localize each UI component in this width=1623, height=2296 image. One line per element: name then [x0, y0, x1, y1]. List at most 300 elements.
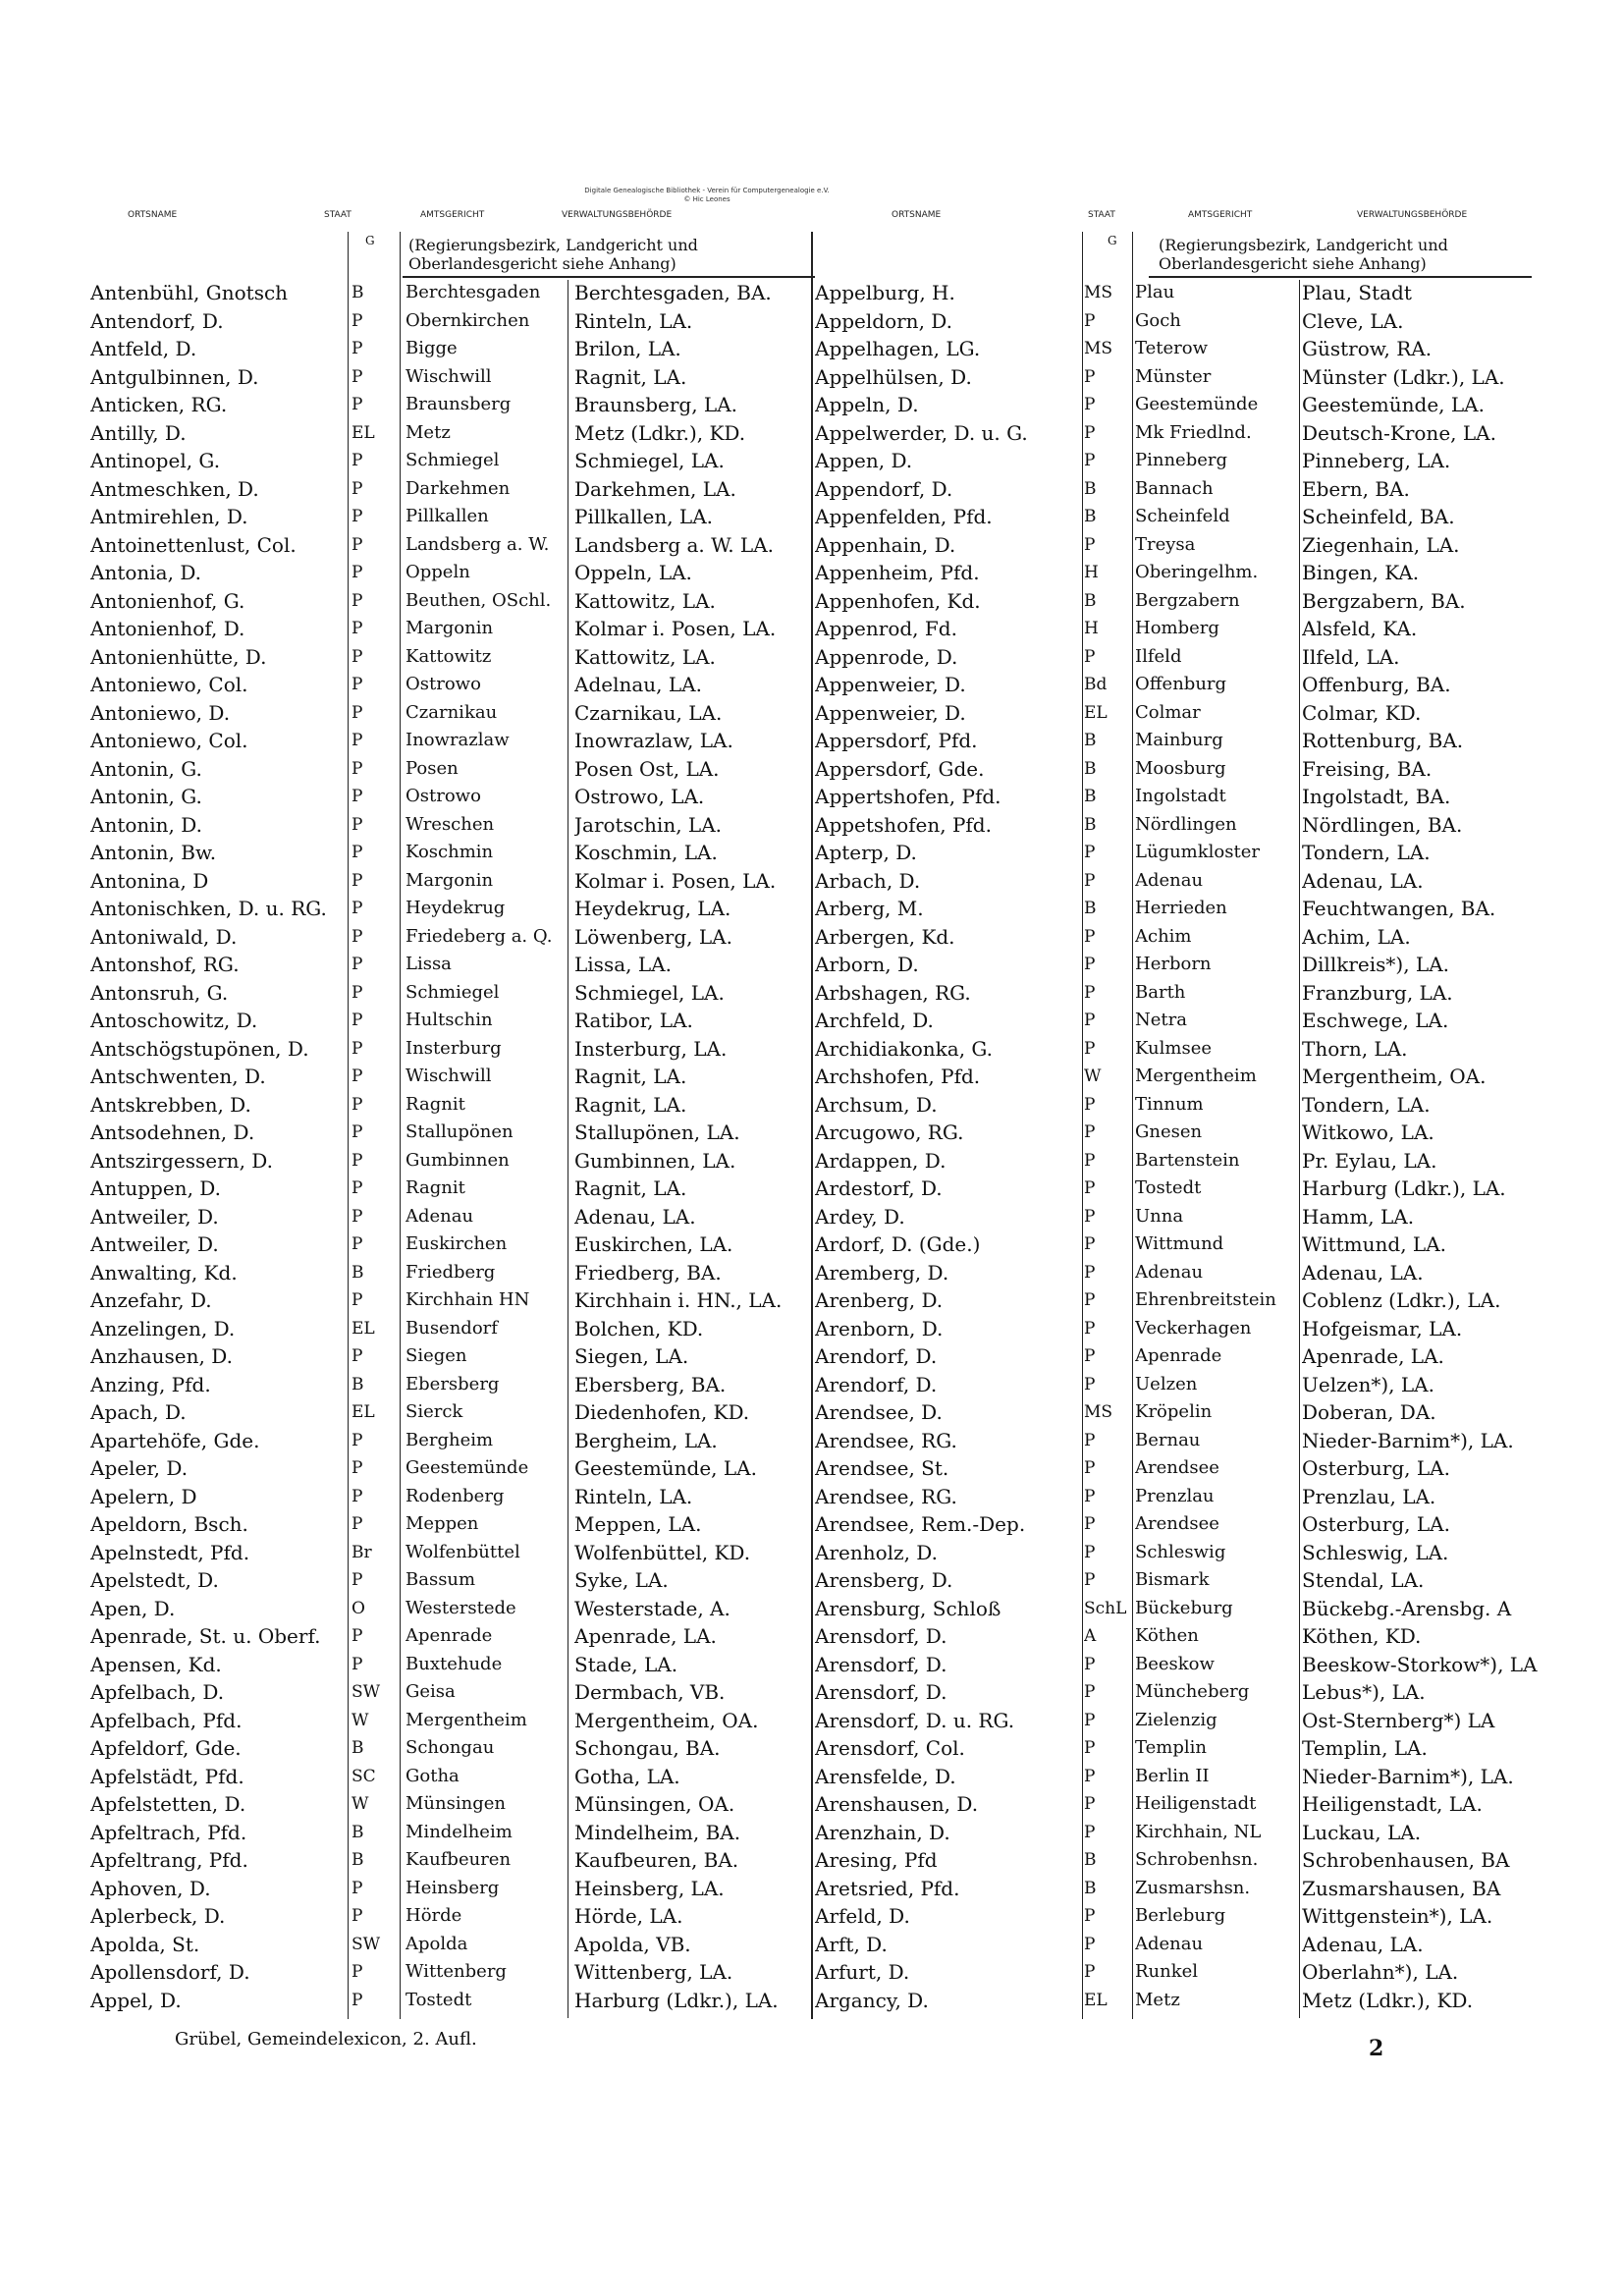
- table-row: [815, 1679, 1561, 1705]
- amtsgericht-cell: Veckerhagen: [1135, 1317, 1252, 1339]
- ortsname-cell: Antonia, D.: [90, 561, 201, 584]
- amtsgericht-cell: Herrieden: [1135, 898, 1227, 918]
- amtsgericht-cell: Plau: [1135, 282, 1175, 302]
- ortsname-cell: Arenzhain, D.: [815, 1820, 950, 1844]
- verwaltung-cell: Mergentheim, OA.: [1302, 1065, 1487, 1088]
- table-row: [815, 336, 1561, 361]
- ortsname-cell: Arfeld, D.: [815, 1904, 910, 1928]
- credit-line-1: Digitale Genealogische Bibliothek - Verein für Computergenealogie e.V.: [584, 187, 830, 194]
- staat-cell: P: [1084, 646, 1096, 667]
- table-row: [90, 1316, 811, 1341]
- ortsname-cell: Appelhülsen, D.: [815, 364, 972, 389]
- table-row: [815, 1735, 1561, 1761]
- ortsname-cell: Aplerbeck, D.: [90, 1904, 226, 1928]
- amtsgericht-cell: Apenrade: [1135, 1345, 1222, 1366]
- verwaltung-cell: Insterburg, LA.: [574, 1036, 728, 1061]
- table-row: [90, 644, 811, 670]
- staat-cell: P: [1084, 1178, 1096, 1198]
- amtsgericht-cell: Mergentheim: [406, 1709, 527, 1730]
- amtsgericht-cell: Treysa: [1135, 533, 1196, 555]
- ortsname-cell: Appeldorn, D.: [815, 308, 952, 333]
- ortsname-cell: Arensdorf, D.: [815, 1624, 947, 1648]
- ortsname-cell: Arendorf, D.: [815, 1372, 938, 1396]
- ortsname-cell: Arendsee, St.: [815, 1456, 949, 1480]
- amtsgericht-cell: Herborn: [1135, 954, 1212, 974]
- subnote-left-line2: Oberlandesgericht siehe Anhang): [408, 254, 676, 273]
- verwaltung-cell: Colmar, KD.: [1302, 700, 1422, 725]
- staat-cell: P: [1084, 1346, 1096, 1366]
- verwaltung-cell: Tondern, LA.: [1302, 841, 1431, 864]
- amtsgericht-cell: Metz: [1135, 1989, 1180, 2010]
- table-row: [90, 1399, 811, 1425]
- amtsgericht-cell: Obernkirchen: [406, 309, 530, 331]
- ortsname-cell: Arensburg, Schloß: [815, 1596, 1001, 1620]
- amtsgericht-cell: Müncheberg: [1135, 1681, 1250, 1702]
- staat-cell: P: [352, 1626, 363, 1646]
- staat-cell: P: [352, 590, 363, 611]
- ortsname-cell: Appelhagen, LG.: [815, 337, 981, 360]
- table-row: [90, 868, 811, 894]
- table-row: [815, 1231, 1561, 1257]
- verwaltung-cell: Mindelheim, BA.: [574, 1820, 741, 1844]
- amtsgericht-cell: Tinnum: [1135, 1093, 1204, 1115]
- verwaltung-cell: Posen Ost, LA.: [574, 756, 720, 781]
- verwaltung-cell: Adenau, LA.: [1302, 868, 1424, 893]
- table-row: [815, 1260, 1561, 1285]
- ortsname-cell: Arendsee, RG.: [815, 1484, 957, 1508]
- staat-cell: P: [1084, 1738, 1096, 1758]
- staat-cell: W: [1084, 1066, 1102, 1086]
- table-row: [90, 1679, 811, 1705]
- amtsgericht-cell: Adenau: [1135, 1933, 1204, 1954]
- amtsgericht-cell: Bismark: [1135, 1569, 1210, 1590]
- ortsname-cell: Antoniewo, D.: [90, 700, 231, 725]
- amtsgericht-cell: Euskirchen: [406, 1233, 508, 1254]
- amtsgericht-cell: Ragnit: [406, 1177, 465, 1198]
- verwaltung-cell: Apenrade, LA.: [1302, 1344, 1444, 1368]
- amtsgericht-cell: Heydekrug: [406, 898, 506, 918]
- ortsname-cell: Antmeschken, D.: [90, 476, 259, 501]
- amtsgericht-cell: Colmar: [1135, 701, 1201, 723]
- table-row: [90, 952, 811, 977]
- table-row: [815, 1064, 1561, 1089]
- table-row: [815, 1120, 1561, 1145]
- table-row: [90, 1455, 811, 1481]
- ortsname-cell: Antonienhof, D.: [90, 617, 245, 640]
- amtsgericht-cell: Ehrenbreitstein: [1135, 1289, 1276, 1310]
- staat-cell: P: [352, 646, 363, 667]
- verwaltung-cell: Schmiegel, LA.: [574, 449, 725, 472]
- verwaltung-cell: Gumbinnen, LA.: [574, 1148, 736, 1173]
- verwaltung-cell: Ragnit, LA.: [574, 1065, 687, 1088]
- verwaltung-cell: Thorn, LA.: [1302, 1036, 1408, 1061]
- verwaltung-cell: Uelzen*), LA.: [1302, 1372, 1434, 1396]
- verwaltung-cell: Cleve, LA.: [1302, 308, 1404, 333]
- column-headers: [0, 210, 1623, 226]
- divider-center: [811, 232, 813, 2019]
- staat-cell: MS: [1084, 1402, 1113, 1422]
- staat-cell: P: [1084, 1682, 1096, 1702]
- table-row: [815, 364, 1561, 390]
- amtsgericht-cell: Metz: [406, 421, 451, 443]
- ortsname-cell: Arenberg, D.: [815, 1288, 944, 1312]
- table-row: [815, 532, 1561, 558]
- ortsname-cell: Apfeltrang, Pfd.: [90, 1848, 248, 1872]
- staat-cell: EL: [352, 422, 375, 443]
- staat-cell: P: [1084, 1290, 1096, 1310]
- subnote-left: [408, 236, 698, 273]
- staat-cell: P: [352, 758, 363, 779]
- verwaltung-cell: Münsingen, OA.: [574, 1792, 735, 1816]
- verwaltung-cell: Berchtesgaden, BA.: [574, 281, 772, 304]
- staat-cell: P: [352, 814, 363, 835]
- table-row: [90, 756, 811, 782]
- verwaltung-cell: Ilfeld, LA.: [1302, 644, 1400, 669]
- table-row: [90, 476, 811, 502]
- verwaltung-cell: Achim, LA.: [1302, 924, 1411, 949]
- staat-cell: P: [352, 507, 363, 526]
- staat-cell: P: [352, 982, 363, 1003]
- ortsname-cell: Apfeltrach, Pfd.: [90, 1820, 247, 1844]
- amtsgericht-cell: Heiligenstadt: [1135, 1793, 1257, 1814]
- verwaltung-cell: Rinteln, LA.: [574, 308, 693, 333]
- table-row: [90, 420, 811, 446]
- table-row: [815, 1008, 1561, 1033]
- staat-cell: P: [352, 1486, 363, 1506]
- amtsgericht-cell: Bernau: [1135, 1429, 1201, 1450]
- table-row: [815, 868, 1561, 894]
- amtsgericht-cell: Oppeln: [406, 562, 470, 582]
- staat-cell: P: [1084, 1430, 1096, 1450]
- footer-source: Grübel, Gemeindelexicon, 2. Aufl.: [175, 2029, 477, 2050]
- table-row: [90, 1652, 811, 1677]
- verwaltung-cell: Freising, BA.: [1302, 756, 1433, 781]
- amtsgericht-cell: Beeskow: [1135, 1653, 1215, 1674]
- amtsgericht-cell: Schrobenhsn.: [1135, 1849, 1259, 1870]
- staat-cell: P: [1084, 1122, 1096, 1142]
- amtsgericht-cell: Homberg: [1135, 618, 1219, 638]
- verwaltung-cell: Brilon, LA.: [574, 337, 681, 360]
- verwaltung-cell: Schleswig, LA.: [1302, 1540, 1449, 1564]
- staat-cell: EL: [352, 1402, 375, 1422]
- verwaltung-cell: Plau, Stadt: [1302, 281, 1412, 304]
- subnote-right: [1159, 236, 1448, 273]
- ortsname-cell: Apelern, D: [90, 1484, 197, 1508]
- table-row: [815, 756, 1561, 782]
- amtsgericht-cell: Hultschin: [406, 1010, 493, 1030]
- amtsgericht-cell: Beuthen, OSchl.: [406, 589, 552, 611]
- amtsgericht-cell: Goch: [1135, 309, 1181, 331]
- staat-cell: P: [352, 1962, 363, 1982]
- verwaltung-cell: Templin, LA.: [1302, 1736, 1428, 1760]
- ortsname-cell: Antonin, G.: [90, 756, 202, 781]
- ortsname-cell: Arensdorf, D.: [815, 1652, 947, 1676]
- amtsgericht-cell: Ebersberg: [406, 1373, 500, 1394]
- amtsgericht-cell: Berleburg: [1135, 1905, 1226, 1926]
- verwaltung-cell: Beeskow-Storkow*), LA: [1302, 1652, 1538, 1676]
- table-row: [815, 924, 1561, 950]
- table-row: [90, 728, 811, 753]
- table-row: [90, 1287, 811, 1313]
- staat-cell: P: [1084, 1906, 1096, 1926]
- ortsname-cell: Appen, D.: [815, 449, 913, 472]
- staat-cell: P: [352, 870, 363, 891]
- ortsname-cell: Ardey, D.: [815, 1204, 905, 1229]
- table-row: [815, 1567, 1561, 1593]
- staat-cell: P: [1084, 1318, 1096, 1339]
- staat-cell: P: [1084, 1654, 1096, 1674]
- staat-cell: B: [352, 1850, 364, 1870]
- table-row: [90, 1623, 811, 1649]
- table-row: [90, 1148, 811, 1174]
- ortsname-cell: Arensdorf, D.: [815, 1680, 947, 1704]
- verwaltung-cell: Ragnit, LA.: [574, 1092, 687, 1117]
- amtsgericht-cell: Kattowitz: [406, 645, 492, 667]
- ortsname-cell: Arfurt, D.: [815, 1960, 910, 1984]
- table-row: [90, 1260, 811, 1285]
- verwaltung-cell: Lissa, LA.: [574, 953, 672, 976]
- ortsname-cell: Arendsee, Rem.-Dep.: [815, 1512, 1026, 1536]
- ortsname-cell: Apfelbach, D.: [90, 1680, 225, 1704]
- ortsname-cell: Antoniewo, Col.: [90, 673, 248, 696]
- staat-cell: P: [352, 1570, 363, 1590]
- amtsgericht-cell: Ostrowo: [406, 786, 481, 806]
- ortsname-cell: Antweiler, D.: [90, 1232, 219, 1256]
- staat-cell: P: [352, 1011, 363, 1030]
- table-row: [90, 1764, 811, 1789]
- ortsname-cell: Apfelbach, Pfd.: [90, 1708, 243, 1732]
- ortsname-cell: Archsum, D.: [815, 1092, 938, 1117]
- amtsgericht-cell: Tostedt: [1135, 1177, 1202, 1198]
- staat-cell: H: [1084, 619, 1099, 638]
- ortsname-cell: Arft, D.: [815, 1932, 888, 1956]
- amtsgericht-cell: Kulmsee: [1135, 1037, 1213, 1059]
- ortsname-cell: Antonina, D: [90, 868, 209, 893]
- ortsname-cell: Antmirehlen, D.: [90, 505, 248, 528]
- staat-cell: MS: [1084, 283, 1113, 302]
- amtsgericht-cell: Köthen: [1135, 1625, 1199, 1646]
- ortsname-cell: Apfelstädt, Pfd.: [90, 1764, 244, 1788]
- verwaltung-cell: Wittgenstein*), LA.: [1302, 1904, 1493, 1928]
- ortsname-cell: Ardestorf, D.: [815, 1176, 943, 1200]
- verwaltung-cell: Nördlingen, BA.: [1302, 812, 1463, 837]
- table-row: [90, 1008, 811, 1033]
- staat-cell: P: [1084, 1710, 1096, 1730]
- ortsname-cell: Ardorf, D. (Gde.): [815, 1232, 981, 1256]
- ortsname-cell: Archidiakonka, G.: [815, 1036, 994, 1061]
- table-row: [90, 280, 811, 305]
- staat-cell: B: [1084, 478, 1097, 499]
- digitization-credit: [452, 187, 962, 204]
- ortsname-cell: Appendorf, D.: [815, 476, 953, 501]
- verwaltung-cell: Löwenberg, LA.: [574, 924, 732, 949]
- verwaltung-cell: Wolfenbüttel, KD.: [574, 1540, 751, 1564]
- ortsname-cell: Appeln, D.: [815, 393, 919, 416]
- verwaltung-cell: Eschwege, LA.: [1302, 1009, 1449, 1032]
- amtsgericht-cell: Adenau: [406, 1205, 474, 1227]
- staat-cell: P: [352, 451, 363, 470]
- staat-cell: W: [352, 1710, 369, 1730]
- table-row: [815, 1652, 1561, 1677]
- table-row: [90, 1820, 811, 1845]
- verwaltung-cell: Apenrade, LA.: [574, 1624, 717, 1648]
- verwaltung-cell: Bolchen, KD.: [574, 1316, 704, 1340]
- amtsgericht-cell: Ingolstadt: [1135, 786, 1226, 806]
- amtsgericht-cell: Siegen: [406, 1345, 467, 1366]
- ortsname-cell: Antoniewo, Col.: [90, 729, 248, 752]
- staat-cell: P: [352, 955, 363, 974]
- staat-cell: P: [1084, 366, 1096, 387]
- verwaltung-cell: Hörde, LA.: [574, 1904, 683, 1928]
- verwaltung-cell: Wittmund, LA.: [1302, 1232, 1447, 1256]
- staat-cell: P: [1084, 451, 1096, 470]
- ortsname-cell: Apfeldorf, Gde.: [90, 1736, 242, 1760]
- table-row: [90, 1932, 811, 1957]
- verwaltung-cell: Schongau, BA.: [574, 1736, 721, 1760]
- verwaltung-cell: Nieder-Barnim*), LA.: [1302, 1428, 1514, 1452]
- staat-cell: P: [1084, 843, 1096, 862]
- table-row: [90, 448, 811, 473]
- staat-cell: P: [352, 702, 363, 723]
- table-row: [815, 1540, 1561, 1565]
- amtsgericht-cell: Wittmund: [1135, 1233, 1224, 1254]
- staat-cell: P: [1084, 395, 1096, 414]
- verwaltung-cell: Deutsch-Krone, LA.: [1302, 420, 1496, 445]
- header-rule-left: [403, 276, 815, 278]
- ortsname-cell: Arborn, D.: [815, 953, 919, 976]
- staat-cell: P: [352, 1122, 363, 1142]
- ortsname-cell: Antoschowitz, D.: [90, 1009, 258, 1032]
- table-row: [90, 1231, 811, 1257]
- table-row: [815, 1708, 1561, 1733]
- amtsgericht-cell: Achim: [1135, 925, 1192, 947]
- amtsgericht-cell: Uelzen: [1135, 1373, 1198, 1394]
- ortsname-cell: Antonsruh, G.: [90, 980, 229, 1005]
- verwaltung-cell: Stendal, LA.: [1302, 1568, 1425, 1592]
- table-row: [815, 1316, 1561, 1341]
- amtsgericht-cell: Geestemünde: [1135, 394, 1259, 414]
- verwaltung-cell: Bergheim, LA.: [574, 1428, 718, 1452]
- table-row: [90, 560, 811, 585]
- ortsname-cell: Appenhofen, Kd.: [815, 588, 981, 613]
- staat-cell: B: [1084, 758, 1097, 779]
- header-staat-left: STAAT: [324, 210, 352, 220]
- table-row: [815, 1175, 1561, 1201]
- verwaltung-cell: Siegen, LA.: [574, 1344, 689, 1368]
- verwaltung-cell: Kattowitz, LA.: [574, 644, 716, 669]
- ortsname-cell: Antinopel, G.: [90, 449, 221, 472]
- table-row: [90, 1791, 811, 1817]
- staat-cell: P: [352, 563, 363, 582]
- verwaltung-cell: Ostrowo, LA.: [574, 785, 705, 808]
- staat-cell: B: [1084, 1850, 1097, 1870]
- table-row: [815, 616, 1561, 641]
- amtsgericht-cell: Mindelheim: [406, 1821, 513, 1842]
- staat-cell: P: [352, 1654, 363, 1674]
- amtsgericht-cell: Apenrade: [406, 1625, 493, 1646]
- ortsname-cell: Aresing, Pfd: [815, 1848, 938, 1872]
- staat-cell: P: [1084, 1374, 1096, 1394]
- verwaltung-cell: Euskirchen, LA.: [574, 1232, 733, 1256]
- ortsname-cell: Appersdorf, Pfd.: [815, 729, 978, 752]
- verwaltung-cell: Köthen, KD.: [1302, 1624, 1422, 1648]
- verwaltung-cell: Schrobenhausen, BA: [1302, 1848, 1510, 1872]
- verwaltung-cell: Dillkreis*), LA.: [1302, 953, 1449, 976]
- staat-cell: P: [352, 787, 363, 806]
- ortsname-cell: Apeler, D.: [90, 1456, 189, 1480]
- ortsname-cell: Antgulbinnen, D.: [90, 364, 259, 389]
- amtsgericht-cell: Braunsberg: [406, 394, 512, 414]
- amtsgericht-cell: Schmiegel: [406, 981, 500, 1003]
- verwaltung-cell: Adelnau, LA.: [574, 673, 702, 696]
- staat-cell: P: [1084, 1822, 1096, 1842]
- table-row: [815, 1484, 1561, 1509]
- table-row: [815, 980, 1561, 1006]
- ortsname-cell: Antonienhof, G.: [90, 588, 245, 613]
- amtsgericht-cell: Arendsee: [1135, 1513, 1219, 1534]
- page-number: 2: [1369, 2036, 1384, 2061]
- staat-cell: P: [352, 1906, 363, 1926]
- header-ortsname-left: ORTSNAME: [128, 210, 178, 220]
- amtsgericht-cell: Gumbinnen: [406, 1149, 510, 1171]
- staat-cell: P: [1084, 310, 1096, 331]
- amtsgericht-cell: Zielenzig: [1135, 1709, 1217, 1730]
- ortsname-cell: Antilly, D.: [90, 420, 187, 445]
- subnote-left-line1: (Regierungsbezirk, Landgericht und: [408, 236, 698, 254]
- verwaltung-cell: Geestemünde, LA.: [574, 1456, 757, 1480]
- staat-cell: P: [352, 1458, 363, 1478]
- table-row: [815, 1932, 1561, 1957]
- amtsgericht-cell: Margonin: [406, 618, 494, 638]
- ortsname-cell: Antszirgessern, D.: [90, 1148, 273, 1173]
- verwaltung-cell: Syke, LA.: [574, 1568, 669, 1592]
- ortsname-cell: Arensfelde, D.: [815, 1764, 956, 1788]
- amtsgericht-cell: Münsingen: [406, 1793, 506, 1814]
- amtsgericht-cell: Geisa: [406, 1681, 456, 1702]
- table-row: [90, 308, 811, 334]
- verwaltung-cell: Rinteln, LA.: [574, 1484, 693, 1508]
- table-row: [815, 420, 1561, 446]
- ortsname-cell: Arendorf, D.: [815, 1344, 938, 1368]
- staat-cell: P: [352, 1346, 363, 1366]
- amtsgericht-cell: Hörde: [406, 1905, 462, 1926]
- staat-cell: P: [352, 1094, 363, 1115]
- staat-cell: P: [352, 619, 363, 638]
- table-row: [90, 588, 811, 614]
- ortsname-cell: Apeldorn, Bsch.: [90, 1512, 248, 1536]
- verwaltung-cell: Oppeln, LA.: [574, 561, 692, 584]
- amtsgericht-cell: Bergzabern: [1135, 589, 1240, 611]
- ortsname-cell: Antfeld, D.: [90, 337, 197, 360]
- ortsname-cell: Antonischken, D. u. RG.: [90, 897, 327, 920]
- table-row: [815, 952, 1561, 977]
- amtsgericht-cell: Schmiegel: [406, 450, 500, 470]
- table-row: [90, 924, 811, 950]
- amtsgericht-cell: Westerstede: [406, 1597, 516, 1618]
- amtsgericht-cell: Meppen: [406, 1513, 479, 1534]
- verwaltung-cell: Kirchhain i. HN., LA.: [574, 1288, 783, 1312]
- ortsname-cell: Apollensdorf, D.: [90, 1960, 250, 1984]
- staat-cell: P: [1084, 1794, 1096, 1814]
- staat-cell: P: [1084, 1766, 1096, 1786]
- table-row: [90, 336, 811, 361]
- ortsname-cell: Apelstedt, D.: [90, 1568, 219, 1592]
- amtsgericht-cell: Adenau: [1135, 869, 1204, 891]
- amtsgericht-cell: Friedberg: [406, 1261, 496, 1283]
- table-row: [815, 1876, 1561, 1901]
- verwaltung-cell: Witkowo, LA.: [1302, 1121, 1434, 1144]
- subnote-right-line2: Oberlandesgericht siehe Anhang): [1159, 254, 1427, 273]
